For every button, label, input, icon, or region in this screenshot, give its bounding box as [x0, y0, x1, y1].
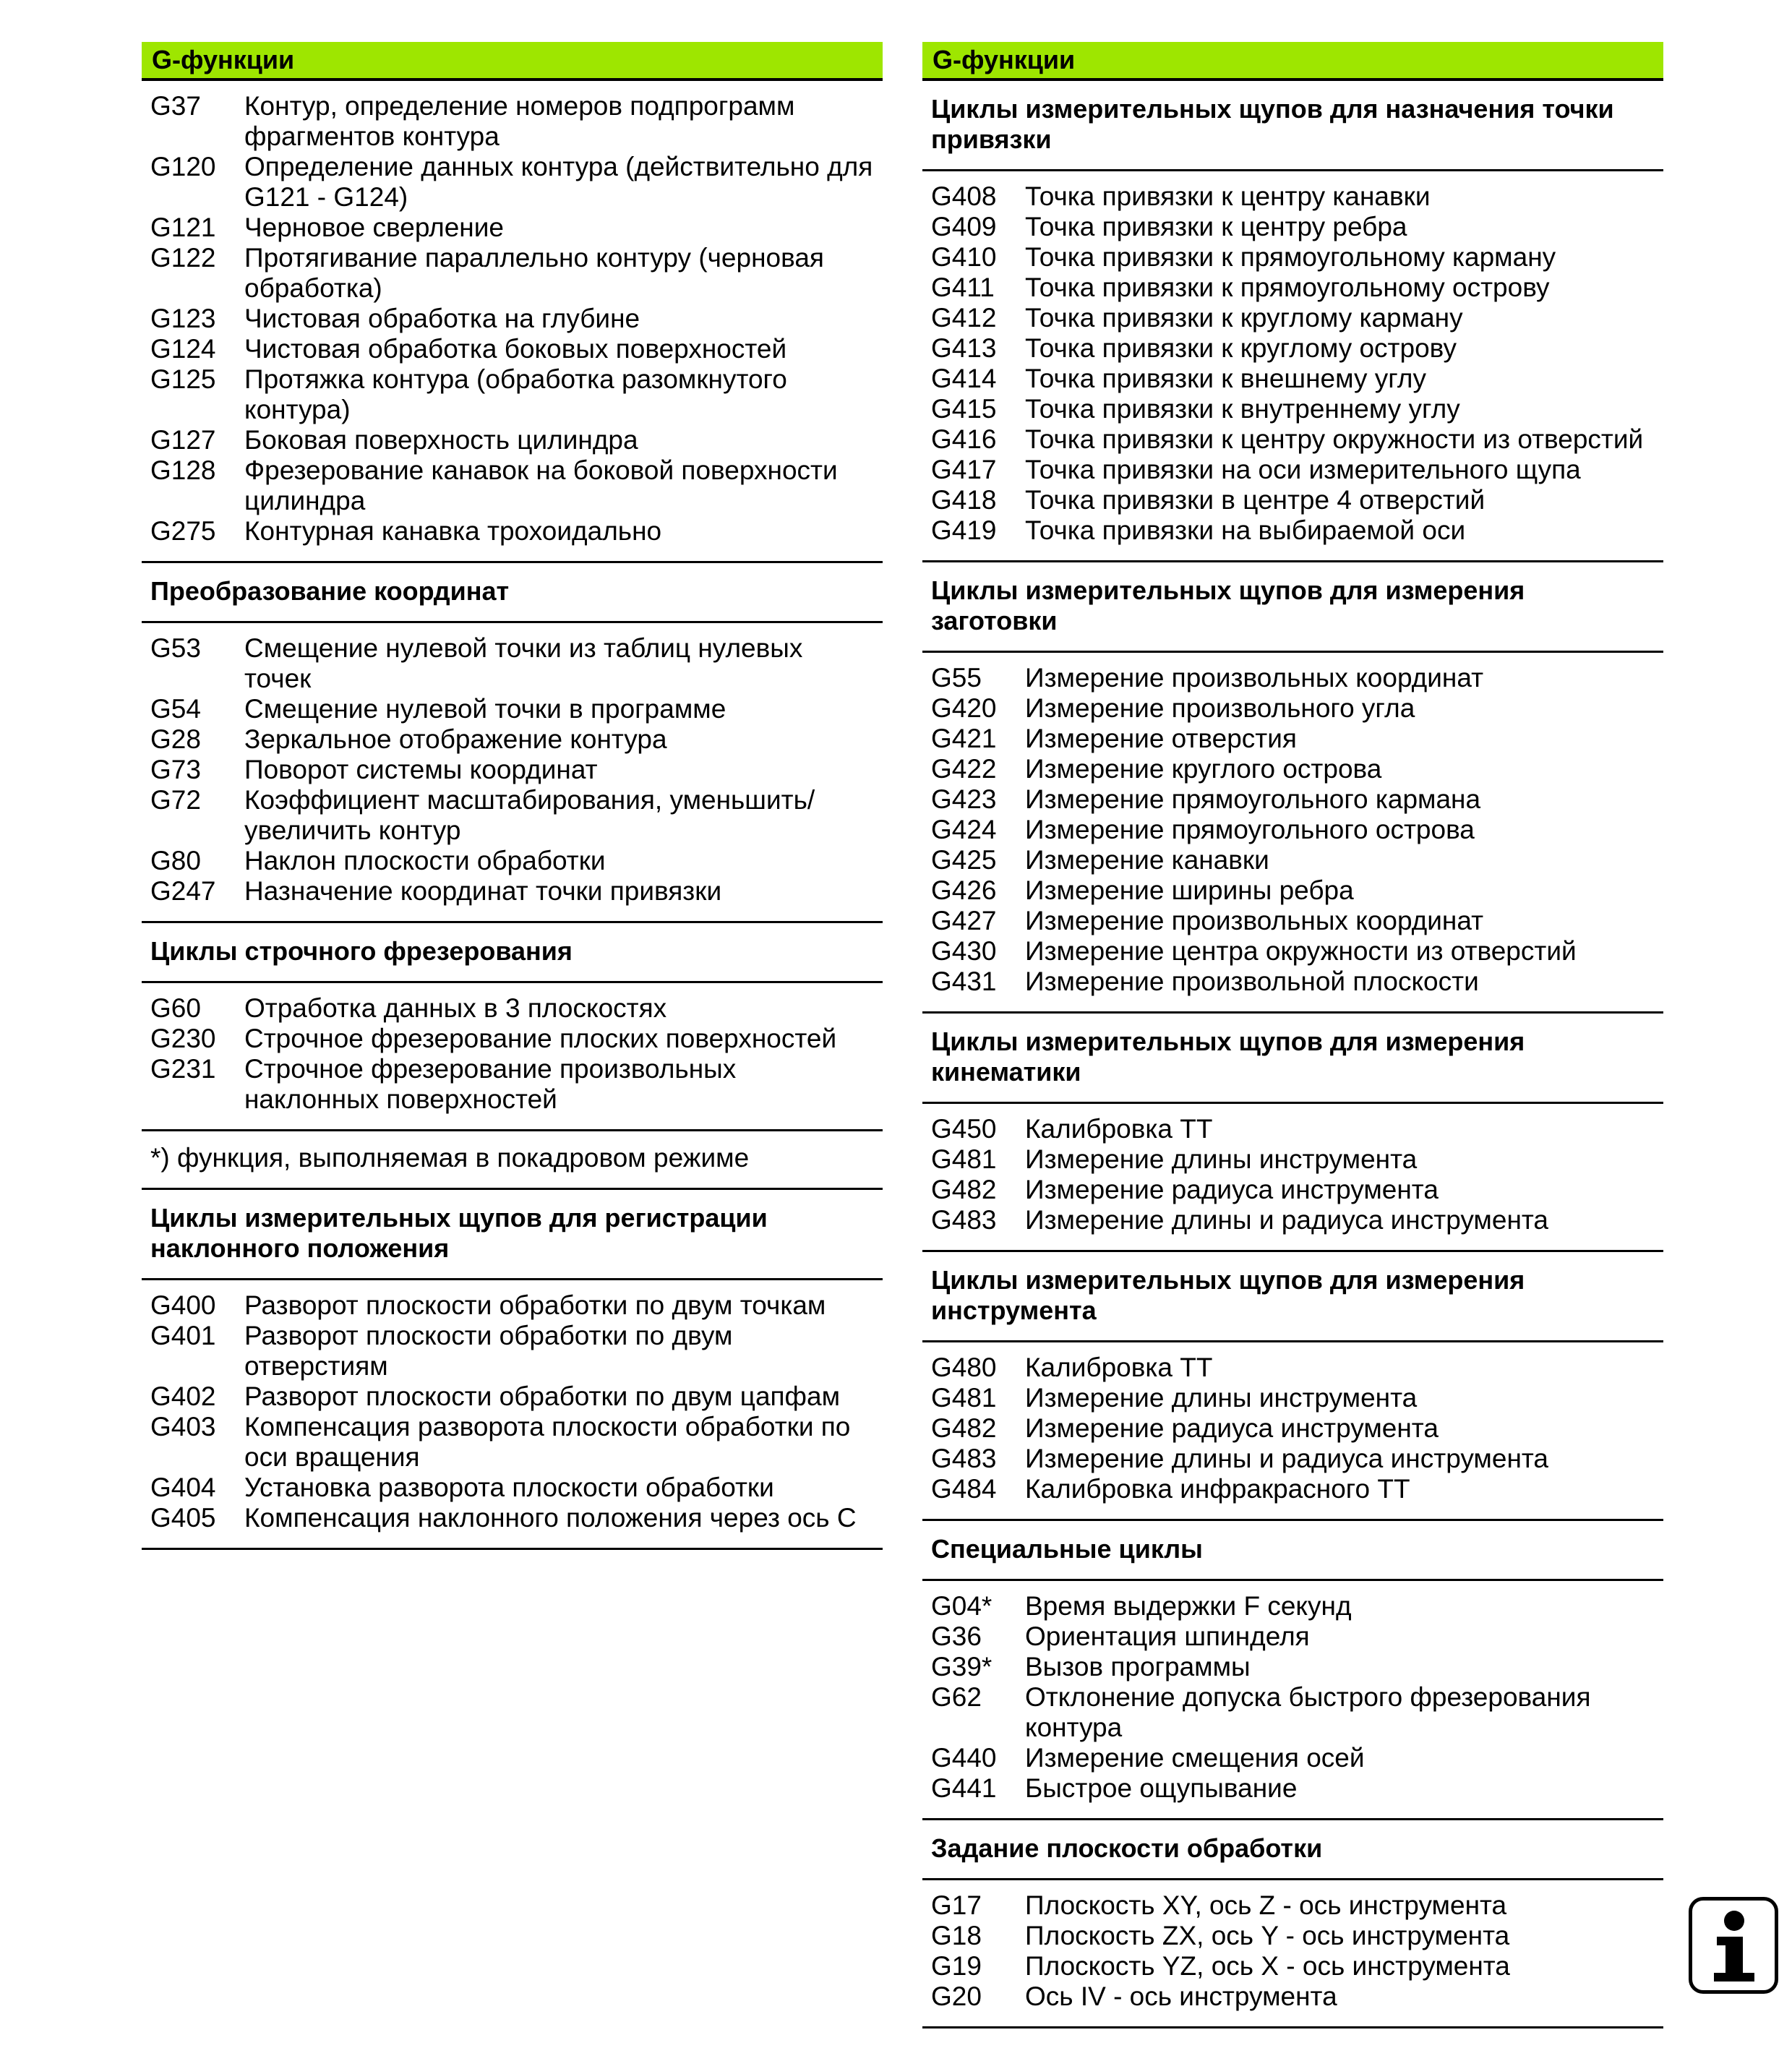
right-sections [922, 81, 1663, 2028]
list-item [931, 1773, 1655, 1804]
list-item [931, 273, 1655, 303]
g-code-description: Определение данных контура (действительно для G121 - G124) [244, 152, 873, 212]
section-header: G-функции [142, 42, 883, 81]
list-item [931, 1981, 1655, 2012]
item-list [922, 653, 1663, 1011]
section [142, 923, 883, 1131]
g-code-description: Строчное фрезерование плоских поверхностей [244, 1024, 837, 1053]
g-code-description: Измерение радиуса инструмента [1025, 1175, 1439, 1204]
g-code-description: Калибровка инфракрасного TT [1025, 1474, 1410, 1504]
g-code: G481 [931, 1144, 997, 1174]
g-code: G231 [150, 1054, 216, 1084]
list-item [931, 754, 1655, 784]
g-code: G424 [931, 815, 997, 844]
g-code: G60 [150, 993, 201, 1023]
g-code-description: Измерение длины инструмента [1025, 1383, 1418, 1413]
g-code: G54 [150, 694, 201, 724]
item-list [922, 1342, 1663, 1519]
g-code: G419 [931, 515, 997, 545]
right-column [922, 42, 1663, 2028]
g-code: G412 [931, 303, 997, 333]
g-code-description: Измерение прямоугольного острова [1025, 815, 1475, 844]
g-code-description: Точка привязки к внутреннему углу [1025, 394, 1460, 424]
section [922, 1820, 1663, 2028]
g-code: G417 [931, 455, 997, 484]
g-code: G62 [931, 1682, 982, 1712]
g-code: G04* [931, 1591, 993, 1621]
g-code: G482 [931, 1175, 997, 1204]
list-item [150, 1412, 874, 1473]
list-item [150, 1290, 874, 1321]
g-code: G402 [150, 1381, 216, 1411]
g-code: G420 [931, 693, 997, 723]
g-code-description: Плоскость XY, ось Z - ось инструмента [1025, 1890, 1507, 1920]
g-code-description: Вызов программы [1025, 1652, 1251, 1681]
g-code: G425 [931, 845, 997, 875]
g-code-description: Установка разворота плоскости обработки [244, 1473, 774, 1502]
list-item [931, 875, 1655, 906]
section [922, 1521, 1663, 1820]
list-item [931, 1682, 1655, 1743]
list-item [931, 1205, 1655, 1235]
g-code: G404 [150, 1473, 216, 1502]
section [922, 81, 1663, 562]
g-code-description: Точка привязки к центру ребра [1025, 212, 1407, 241]
g-code: G483 [931, 1444, 997, 1473]
g-code-description: Измерение длины инструмента [1025, 1144, 1418, 1174]
list-item [150, 1473, 874, 1503]
list-item [931, 845, 1655, 875]
g-code-description: Измерение длины и радиуса инструмента [1025, 1444, 1548, 1473]
g-code: G72 [150, 785, 201, 815]
g-code-description: Измерение произвольного угла [1025, 693, 1415, 723]
list-item [931, 364, 1655, 394]
g-code: G410 [931, 242, 997, 272]
g-code: G427 [931, 906, 997, 935]
g-code: G418 [931, 485, 997, 515]
list-item [931, 242, 1655, 273]
g-code: G20 [931, 1981, 982, 2011]
section-title: Специальные циклы [922, 1521, 1663, 1581]
g-code: G121 [150, 213, 216, 242]
g-code: G480 [931, 1353, 997, 1382]
footnote-section [142, 1131, 883, 1190]
g-code-description: Ориентация шпинделя [1025, 1621, 1310, 1651]
list-item [150, 876, 874, 907]
section [142, 1190, 883, 1550]
list-item [931, 515, 1655, 546]
g-code-description: Разворот плоскости обработки по двум точкам [244, 1290, 826, 1320]
section-title: Циклы измерительных щупов для назначения точки привязки [922, 81, 1663, 171]
list-item [150, 694, 874, 724]
section [922, 1014, 1663, 1252]
section-title: Задание плоскости обработки [922, 1820, 1663, 1880]
g-code: G247 [150, 876, 216, 906]
g-code-description: Точка привязки в центре 4 отверстий [1025, 485, 1486, 515]
g-code: G423 [931, 784, 997, 814]
g-code-description: Измерение центра окружности из отверстий [1025, 936, 1577, 966]
g-code-description: Чистовая обработка боковых поверхностей [244, 334, 787, 364]
g-code-description: Строчное фрезерование произвольных наклонных поверхностей [244, 1054, 737, 1114]
g-code-description: Ось IV - ось инструмента [1025, 1981, 1337, 2011]
list-item [150, 1024, 874, 1054]
list-item [931, 936, 1655, 967]
list-item [931, 1921, 1655, 1951]
g-code-description: Отклонение допуска быстрого фрезерования контура [1025, 1682, 1591, 1742]
g-code-description: Точка привязки к круглому острову [1025, 333, 1457, 363]
list-item [150, 755, 874, 785]
list-item [931, 1743, 1655, 1773]
g-code-description: Разворот плоскости обработки по двум отверстиям [244, 1321, 733, 1381]
g-code: G17 [931, 1890, 982, 1920]
section-title: Циклы измерительных щупов для измерения инструмента [922, 1252, 1663, 1342]
list-item [931, 303, 1655, 333]
g-code-description: Протяжка контура (обработка разомкнутого контура) [244, 364, 787, 424]
g-code-description: Измерение произвольных координат [1025, 906, 1484, 935]
g-code: G408 [931, 181, 997, 211]
g-code-description: Калибровка TT [1025, 1114, 1213, 1144]
g-code: G120 [150, 152, 216, 181]
item-list [922, 171, 1663, 560]
list-item [150, 846, 874, 876]
g-code: G122 [150, 243, 216, 273]
g-code: G400 [150, 1290, 216, 1320]
list-item [931, 1621, 1655, 1652]
g-code-description: Контур, определение номеров подпрограмм фрагментов контура [244, 91, 795, 151]
g-code: G80 [150, 846, 201, 875]
list-item [931, 906, 1655, 936]
list-item [931, 663, 1655, 693]
g-code-description: Калибровка TT [1025, 1353, 1213, 1382]
list-item [931, 784, 1655, 815]
g-code: G275 [150, 516, 216, 546]
g-code: G426 [931, 875, 997, 905]
list-item [150, 993, 874, 1024]
list-item [150, 1054, 874, 1115]
g-code-description: Измерение длины и радиуса инструмента [1025, 1205, 1548, 1235]
g-code-description: Точка привязки к внешнему углу [1025, 364, 1426, 393]
g-code: G483 [931, 1205, 997, 1235]
g-code: G37 [150, 91, 201, 121]
list-item [931, 1591, 1655, 1621]
list-item [931, 394, 1655, 424]
item-list [922, 1581, 1663, 1818]
g-code: G416 [931, 424, 997, 454]
g-code: G125 [150, 364, 216, 394]
g-code-description: Быстрое ощупывание [1025, 1773, 1298, 1803]
g-code-description: Измерение ширины ребра [1025, 875, 1354, 905]
list-item [931, 1474, 1655, 1504]
list-item [931, 485, 1655, 515]
g-code: G230 [150, 1024, 216, 1053]
list-item [931, 1652, 1655, 1682]
g-code-description: Фрезерование канавок на боковой поверхности цилиндра [244, 455, 838, 515]
g-code-description: Точка привязки к прямоугольному карману [1025, 242, 1556, 272]
list-item [150, 633, 874, 694]
list-item [150, 1503, 874, 1533]
list-item [931, 1175, 1655, 1205]
list-item [931, 1353, 1655, 1383]
left-sections [142, 563, 883, 1131]
g-code: G431 [931, 967, 997, 996]
g-code-description: Измерение радиуса инструмента [1025, 1413, 1439, 1443]
g-code: G53 [150, 633, 201, 663]
g-code-description: Отработка данных в 3 плоскостях [244, 993, 667, 1023]
g-code: G441 [931, 1773, 997, 1803]
g-code: G123 [150, 304, 216, 333]
g-code-description: Контурная канавка трохоидально [244, 516, 662, 546]
g-code: G401 [150, 1321, 216, 1350]
item-list [922, 1880, 1663, 2026]
list-item [150, 152, 874, 213]
list-item [931, 333, 1655, 364]
list-item [150, 213, 874, 243]
g-code: G411 [931, 273, 995, 302]
g-code-description: Поворот системы координат [244, 755, 598, 784]
list-item [931, 1383, 1655, 1413]
left-column [142, 42, 883, 1550]
g-code: G124 [150, 334, 216, 364]
section [922, 562, 1663, 1014]
item-list [142, 1280, 883, 1548]
g-code-description: Компенсация разворота плоскости обработки по оси вращения [244, 1412, 851, 1472]
list-item [150, 91, 874, 152]
g-code: G127 [150, 425, 216, 455]
g-code-description: Точка привязки к центру окружности из отверстий [1025, 424, 1644, 454]
g-code: G19 [931, 1951, 982, 1981]
footnote: *) функция, выполняемая в покадровом режиме [150, 1143, 750, 1173]
g-code-description: Точка привязки к центру канавки [1025, 181, 1431, 211]
g-code: G482 [931, 1413, 997, 1443]
list-item [150, 243, 874, 304]
list-item [931, 1413, 1655, 1444]
g-code: G430 [931, 936, 997, 966]
left-last-section [142, 1190, 883, 1550]
g-code-description: Плоскость YZ, ось X - ось инструмента [1025, 1951, 1510, 1981]
g-code-description: Боковая поверхность цилиндра [244, 425, 638, 455]
list-item [150, 1321, 874, 1381]
g-code-description: Наклон плоскости обработки [244, 846, 606, 875]
g-code: G28 [150, 724, 201, 754]
info-icon [1689, 1897, 1778, 1994]
list-item [931, 967, 1655, 997]
list-item [150, 785, 874, 846]
list-item [931, 1114, 1655, 1144]
list-item [931, 212, 1655, 242]
item-list [142, 81, 883, 561]
item-list [922, 1104, 1663, 1250]
list-item [931, 693, 1655, 724]
g-code: G55 [931, 663, 982, 693]
g-code-description: Точка привязки на оси измерительного щупа [1025, 455, 1581, 484]
section-title: Циклы измерительных щупов для измерения кинематики [922, 1014, 1663, 1104]
g-code: G73 [150, 755, 201, 784]
section-title: Циклы измерительных щупов для регистрации наклонного положения [142, 1190, 883, 1280]
g-code: G440 [931, 1743, 997, 1773]
item-list [142, 623, 883, 921]
section-g-functions-main [142, 81, 883, 563]
g-code: G422 [931, 754, 997, 784]
g-code-description: Компенсация наклонного положения через ось С [244, 1503, 857, 1533]
section-header: G-функции [922, 42, 1663, 81]
list-item [150, 1381, 874, 1412]
g-code: G481 [931, 1383, 997, 1413]
list-item [931, 724, 1655, 754]
list-item [150, 304, 874, 334]
g-code-description: Измерение произвольных координат [1025, 663, 1484, 693]
g-code: G409 [931, 212, 997, 241]
list-item [150, 724, 874, 755]
g-code: G18 [931, 1921, 982, 1950]
g-code-description: Измерение прямоугольного кармана [1025, 784, 1481, 814]
g-code-description: Измерение круглого острова [1025, 754, 1382, 784]
g-code-description: Коэффициент масштабирования, уменьшить/увеличить контур [244, 785, 815, 845]
g-code-description: Назначение координат точки привязки [244, 876, 722, 906]
g-code-description: Измерение канавки [1025, 845, 1269, 875]
g-code: G403 [150, 1412, 216, 1441]
list-item [931, 815, 1655, 845]
list-item [931, 1951, 1655, 1981]
g-code: G484 [931, 1474, 997, 1504]
g-code-description: Точка привязки на выбираемой оси [1025, 515, 1466, 545]
list-item [150, 364, 874, 425]
list-item [931, 1144, 1655, 1175]
list-item [931, 1444, 1655, 1474]
g-code-description: Время выдержки F секунд [1025, 1591, 1352, 1621]
g-code-description: Измерение произвольной плоскости [1025, 967, 1479, 996]
list-item [931, 424, 1655, 455]
g-code-description: Измерение смещения осей [1025, 1743, 1365, 1773]
g-code: G39* [931, 1652, 993, 1681]
list-item [931, 181, 1655, 212]
section-title: Циклы строчного фрезерования [142, 923, 883, 983]
g-code-description: Точка привязки к круглому карману [1025, 303, 1463, 333]
g-code-description: Смещение нулевой точки в программе [244, 694, 726, 724]
g-code: G415 [931, 394, 997, 424]
list-item [150, 516, 874, 547]
section-title: Циклы измерительных щупов для измерения заготовки [922, 562, 1663, 653]
section [922, 1252, 1663, 1521]
g-code: G36 [931, 1621, 982, 1651]
g-code-description: Точка привязки к прямоугольному острову [1025, 273, 1550, 302]
section-title: Преобразование координат [142, 563, 883, 623]
list-item [931, 1890, 1655, 1921]
g-code-description: Смещение нулевой точки из таблиц нулевых точек [244, 633, 803, 693]
item-list [142, 983, 883, 1129]
g-code-description: Плоскость ZX, ось Y - ось инструмента [1025, 1921, 1510, 1950]
g-code: G413 [931, 333, 997, 363]
g-code: G414 [931, 364, 997, 393]
g-code-description: Черновое сверление [244, 213, 504, 242]
g-code-description: Зеркальное отображение контура [244, 724, 667, 754]
g-code: G405 [150, 1503, 216, 1533]
section [142, 563, 883, 923]
g-code-description: Чистовая обработка на глубине [244, 304, 640, 333]
g-code: G450 [931, 1114, 997, 1144]
g-code-description: Измерение отверстия [1025, 724, 1297, 753]
g-code: G128 [150, 455, 216, 485]
list-item [931, 455, 1655, 485]
list-item [150, 425, 874, 455]
list-item [150, 334, 874, 364]
g-code-description: Разворот плоскости обработки по двум цапфам [244, 1381, 841, 1411]
g-code: G421 [931, 724, 997, 753]
g-code-description: Протягивание параллельно контуру (черновая обработка) [244, 243, 824, 303]
list-item [150, 455, 874, 516]
